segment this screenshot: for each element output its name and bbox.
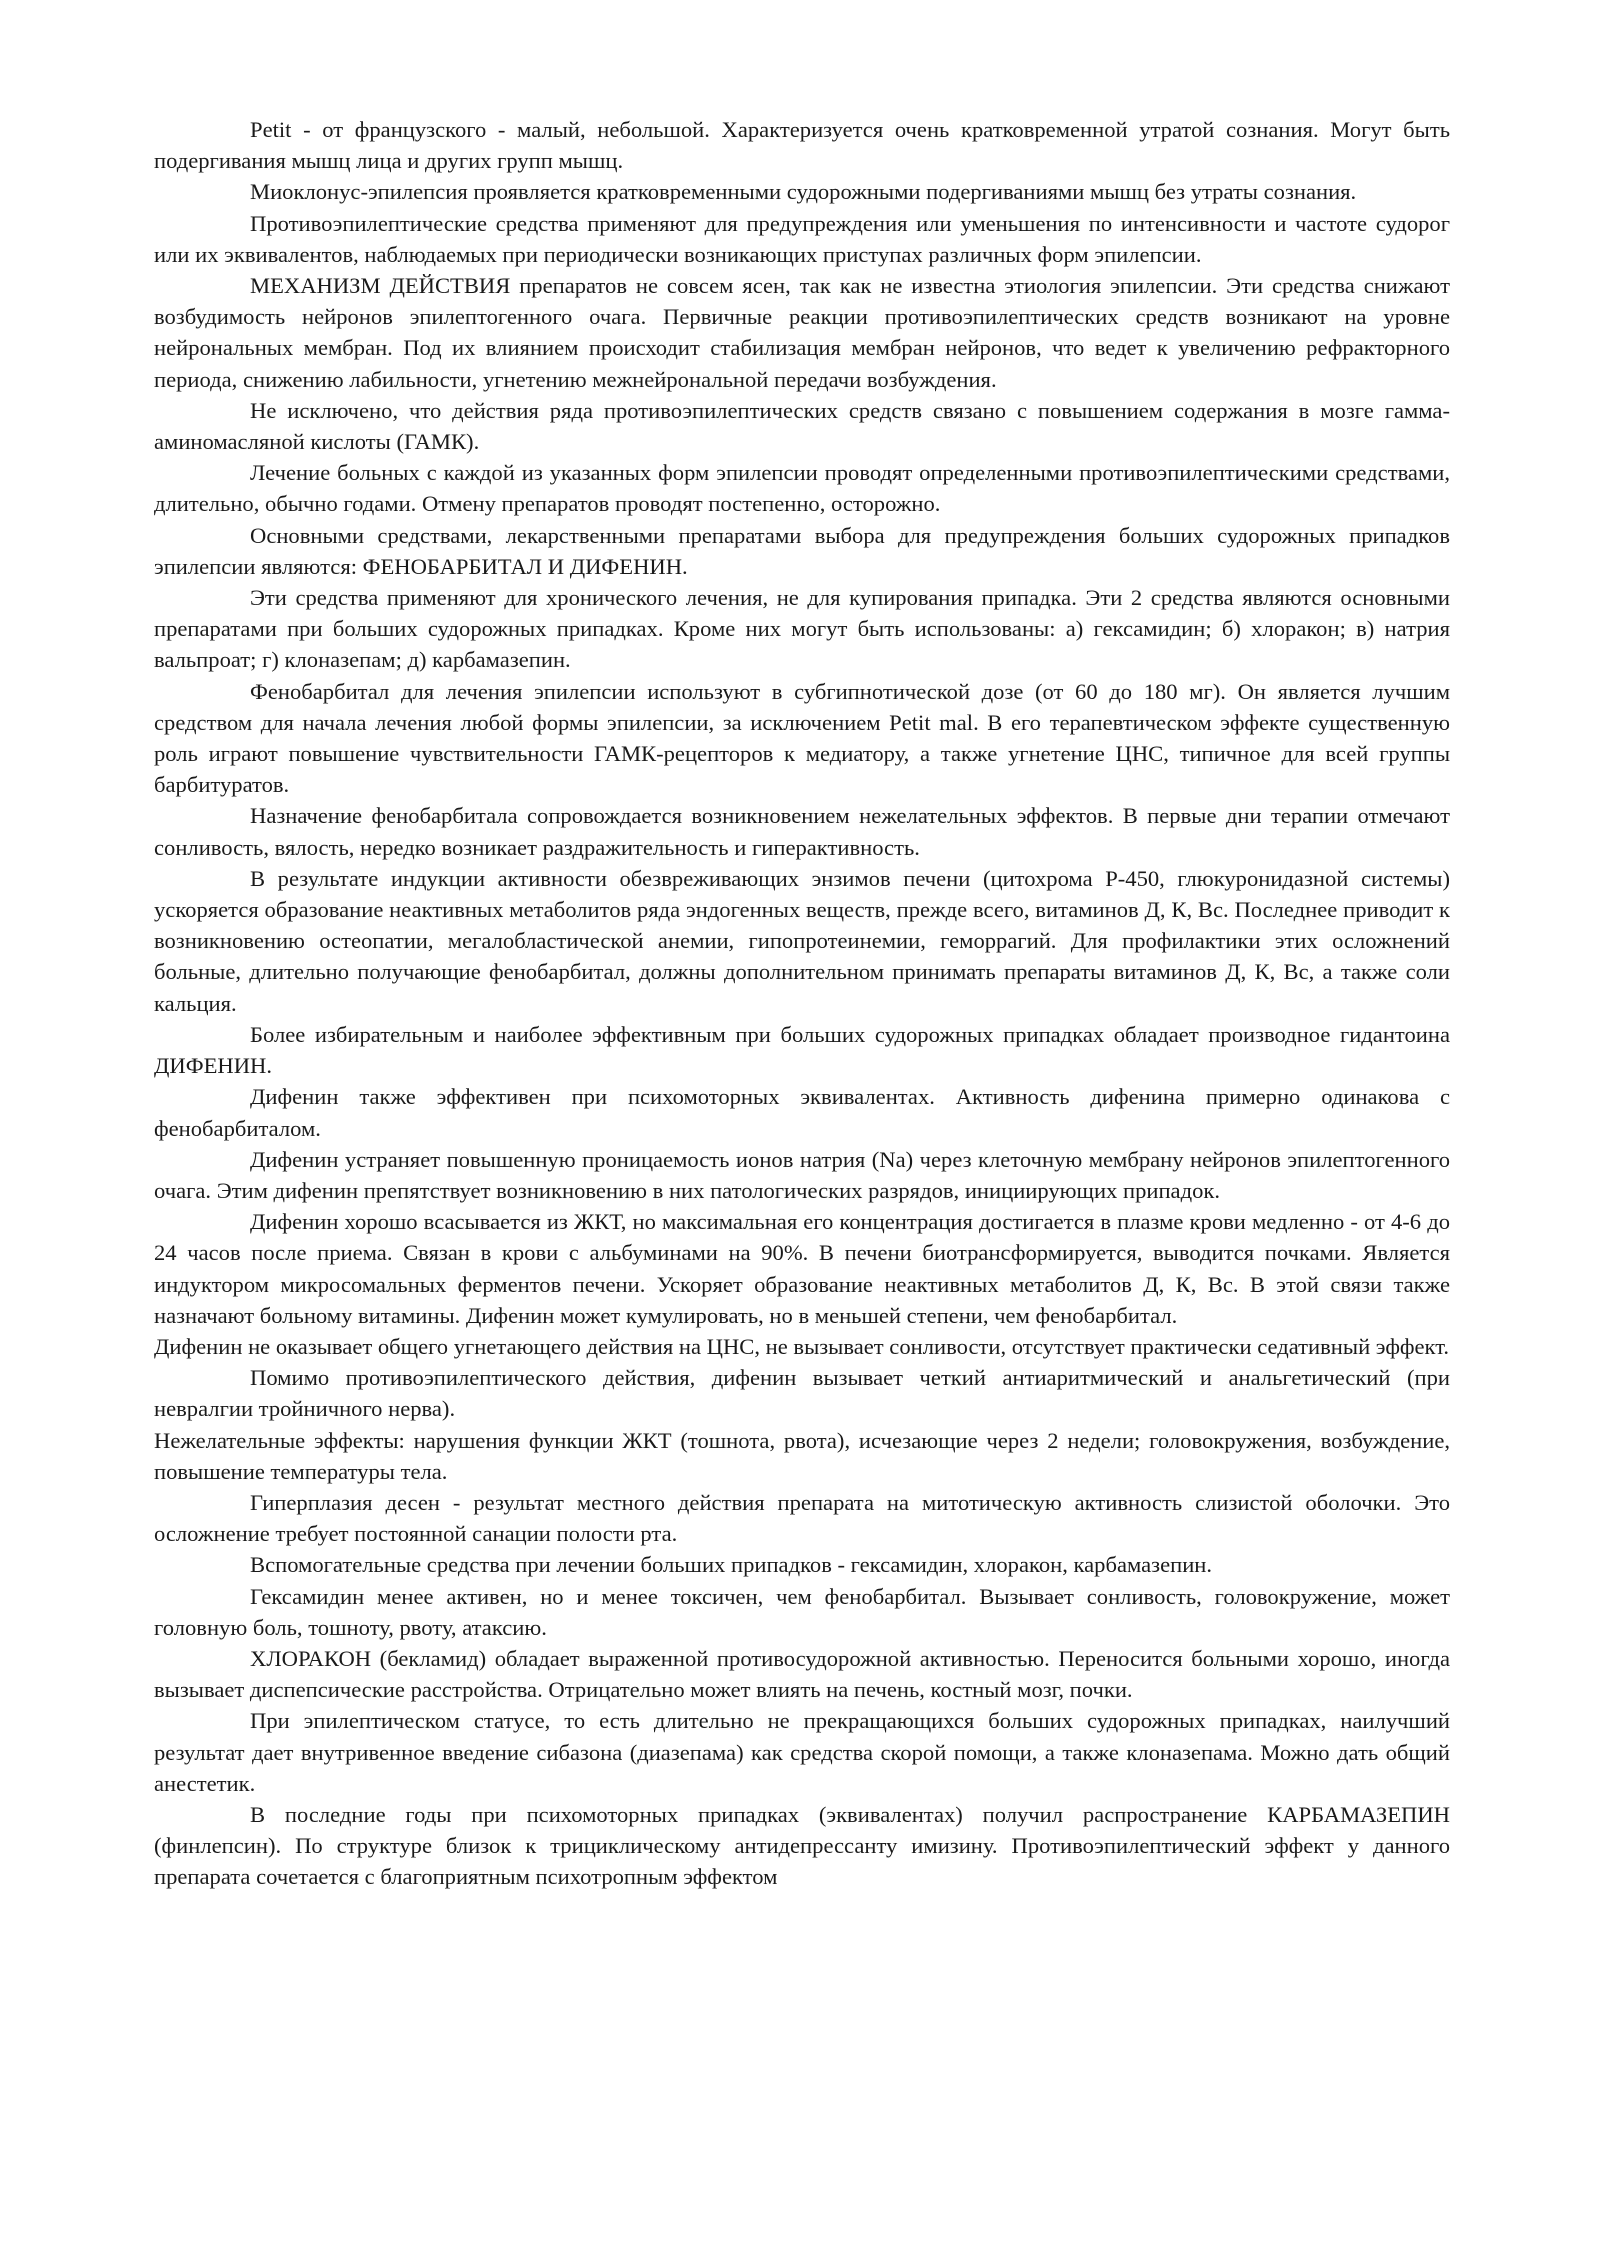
paragraph: Основными средствами, лекарственными препаратами выбора для предупреждения больших судорожных припадков эпилепсии являются: ФЕНОБАРБИТАЛ И ДИФЕНИН.: [154, 522, 1450, 579]
paragraph: Дифенин устраняет повышенную проницаемость ионов натрия (Na) через клеточную мембрану нейронов эпилептогенного очага. Этим дифенин препятствует возникновению в них патологических разрядов, инициирующих припадок.: [154, 1146, 1450, 1203]
paragraph: Гиперплазия десен - результат местного действия препарата на митотическую активность слизистой оболочки. Это осложнение требует постоянной санации полости рта.: [154, 1489, 1450, 1547]
paragraph: При эпилептическом статусе, то есть длительно не прекращающихся больших судорожных припадках, наилучший результат дает внутривенное введение сибазона (диазепама) как средства скорой помощи, а также клоназепама. Можно дать общий анестетик.: [154, 1708, 1450, 1796]
paragraph: Помимо противоэпилептического действия, дифенин вызывает четкий антиаритмический и анальгетический (при невралгии тройничного нерва).: [154, 1365, 1450, 1422]
paragraph: Дифенин не оказывает общего угнетающего действия на ЦНС, не вызывает сонливости, отсутствует практически седативный эффект.: [154, 1333, 1450, 1359]
paragraph: Противоэпилептические средства применяют для предупреждения или уменьшения по интенсивности и частоте судорог или их эквивалентов, наблюдаемых при периодически возникающих приступах различных форм эпилепсии.: [154, 210, 1450, 267]
paragraph: Назначение фенобарбитала сопровождается возникновением нежелательных эффектов. В первые дни терапии отмечают сонливость, вялость, нередко возникает раздражительность и гиперактивность.: [154, 803, 1450, 860]
paragraph: Дифенин также эффективен при психомоторных эквивалентах. Активность дифенина примерно одинакова с фенобарбиталом.: [154, 1084, 1450, 1141]
paragraph: В результате индукции активности обезвреживающих энзимов печени (цитохрома Р-450, глюкуронидазной системы) ускоряется образование неактивных метаболитов ряда эндогенных веществ, прежде всего, витаминов Д, К, Вс. Последнее приводит к возникновению остеопатии, мегалобластической анемии, гипопротеинемии, геморрагий. Для профилактики этих осложнений больные, длительно получающие фенобарбитал, должны дополнительном принимать препараты витаминов Д, К, Вс, а также соли кальция.: [154, 865, 1450, 1016]
paragraph: МЕХАНИЗМ ДЕЙСТВИЯ препаратов не совсем ясен, так как не известна этиология эпилепсии. Эти средства снижают возбудимость нейронов эпилептогенного очага. Первичные реакции противоэпилептических средств возникают на уровне нейрональных мембран. Под их влиянием происходит стабилизация мембран нейронов, что ведет к увеличению рефракторного периода, снижению лабильности, угнетению межнейрональной передачи возбуждения.: [154, 273, 1450, 392]
paragraph: Petit - от французского - малый, небольшой. Характеризуется очень кратковременной утратой сознания. Могут быть подергивания мышц лица и других групп мышц.: [154, 117, 1450, 174]
paragraph: Более избирательным и наиболее эффективным при больших судорожных припадках обладает производное гидантоина ДИФЕНИН.: [154, 1021, 1450, 1079]
paragraph: ХЛОРАКОН (бекламид) обладает выраженной противосудорожной активностью. Переносится больными хорошо, иногда вызывает диспепсические расстройства. Отрицательно может влиять на печень, костный мозг, почки.: [154, 1645, 1450, 1703]
paragraph: Миоклонус-эпилепсия проявляется кратковременными судорожными подергиваниями мышц без утраты сознания.: [250, 179, 1357, 205]
paragraph: В последние годы при психомоторных припадках (эквивалентах) получил распространение КАРБАМАЗЕПИН (финлепсин). По структуре близок к трициклическому антидепрессанту имизину. Противоэпилептический эффект у данного препарата сочетается с благоприятным психотропным эффектом: [154, 1801, 1450, 1890]
paragraph: Фенобарбитал для лечения эпилепсии используют в субгипнотической дозе (от 60 до 180 мг). Он является лучшим средством для начала лечения любой формы эпилепсии, за исключением Petit mal. В его терапевтическом эффекте существенную роль играют повышение чувствительности ГАМК-рецепторов к медиатору, а также угнетение ЦНС, типичное для всей группы барбитуратов.: [154, 678, 1450, 798]
paragraph: Лечение больных с каждой из указанных форм эпилепсии проводят определенными противоэпилептическими средствами, длительно, обычно годами. Отмену препаратов проводят постепенно, осторожно.: [154, 460, 1450, 517]
paragraph: Эти средства применяют для хронического лечения, не для купирования припадка. Эти 2 средства являются основными препаратами при больших судорожных припадках. Кроме них могут быть использованы: а) гексамидин; б) хлоракон; в) натрия вальпроат; г) клоназепам; д) карбамазепин.: [154, 585, 1450, 673]
paragraph: Не исключено, что действия ряда противоэпилептических средств связано с повышением содержания в мозге гамма-аминомасляной кислоты (ГАМК).: [154, 397, 1450, 455]
paragraph: Дифенин хорошо всасывается из ЖКТ, но максимальная его концентрация достигается в плазме крови медленно - от 4-6 до 24 часов после приема. Связан в крови с альбуминами на 90%. В печени биотрансформируется, выводится почками. Является индуктором микросомальных ферментов печени. Ускоряет образование неактивных метаболитов Д, К, Вс. В этой связи также назначают больному витамины. Дифенин может кумулировать, но в меньшей степени, чем фенобарбитал.: [154, 1209, 1450, 1328]
paragraph: Вспомогательные средства при лечении больших припадков - гексамидин, хлоракон, карбамазепин.: [250, 1552, 1213, 1578]
paragraph: Гексамидин менее активен, но и менее токсичен, чем фенобарбитал. Вызывает сонливость, головокружение, может головную боль, тошноту, рвоту, атаксию.: [154, 1583, 1450, 1640]
paragraph: Нежелательные эффекты: нарушения функции ЖКТ (тошнота, рвота), исчезающие через 2 недели; головокружения, возбуждение, повышение температуры тела.: [154, 1427, 1450, 1484]
document-page: [154, 114, 1450, 1893]
